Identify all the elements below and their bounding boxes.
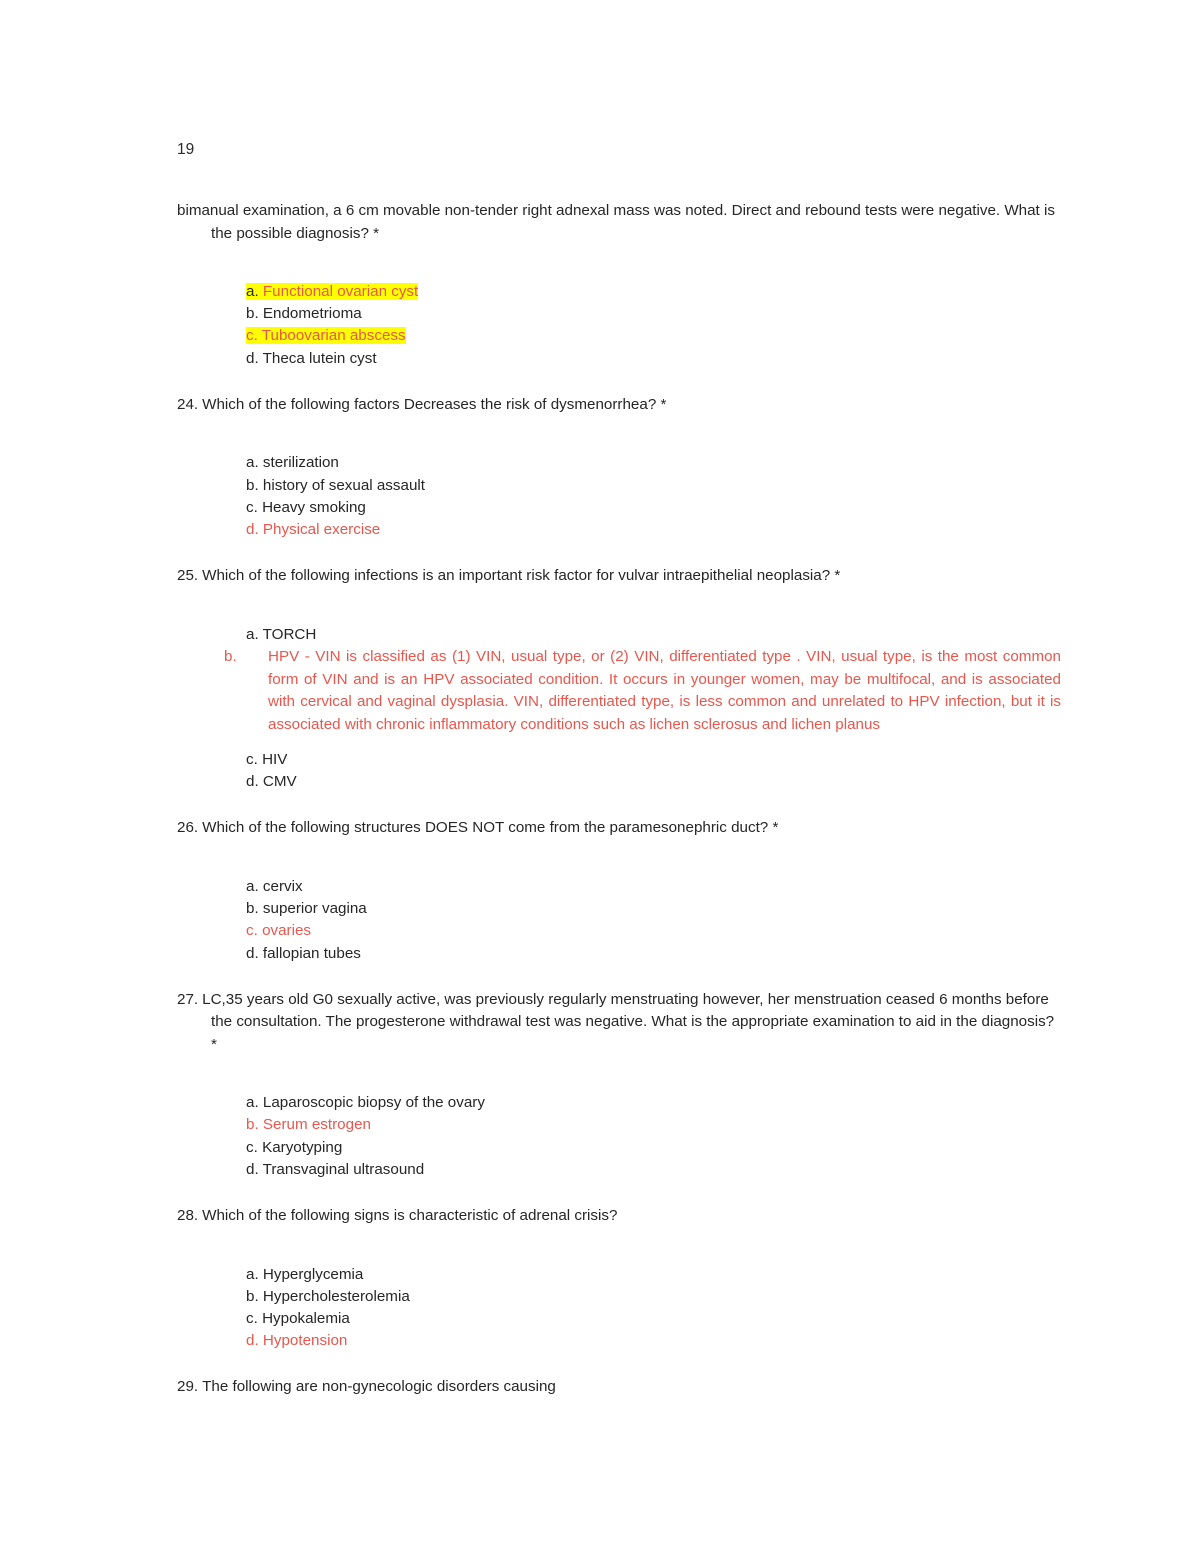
option-letter: c. xyxy=(246,751,258,769)
option-item[interactable] xyxy=(177,1308,1061,1330)
option-list xyxy=(177,1092,1061,1181)
option-label: Hypotension xyxy=(262,1332,348,1350)
option-list xyxy=(177,281,1061,370)
option-label: TORCH xyxy=(262,625,317,643)
option-letter: d. xyxy=(246,349,259,367)
option-highlight xyxy=(246,327,406,344)
option-item[interactable] xyxy=(177,281,1061,303)
question-block-continuation xyxy=(177,200,1061,370)
option-item[interactable] xyxy=(177,475,1061,497)
spacer xyxy=(177,1230,1061,1264)
option-list xyxy=(177,624,1061,794)
question-number: 26. xyxy=(177,819,199,837)
option-item[interactable] xyxy=(177,325,1061,347)
option-item[interactable] xyxy=(177,920,1061,942)
option-label: CMV xyxy=(262,773,297,791)
option-label: superior vagina xyxy=(262,900,367,918)
question-block-27 xyxy=(177,989,1061,1181)
option-label: Laparoscopic biopsy of the ovary xyxy=(262,1094,485,1112)
option-item[interactable] xyxy=(177,1159,1061,1181)
option-label: cervix xyxy=(262,877,303,895)
option-label: HPV - VIN is classified as (1) VIN, usual type, or (2) VIN, differentiated type . VIN, usual type, is the most common form of VIN and is an HPV associated condition. It occurs in younger women, may be multifocal, and is associated with cervical and vaginal dysplasia. VIN, differentiated type, is less common and unrelated to HPV infection, but it is associated with chronic inflammatory conditions such as lichen sclerosus and lichen planus xyxy=(268,647,1061,734)
option-item[interactable] xyxy=(177,1264,1061,1286)
spacer xyxy=(177,418,1061,452)
option-item[interactable] xyxy=(177,943,1061,965)
option-letter: a. xyxy=(246,454,259,472)
option-label: HIV xyxy=(262,751,288,769)
spacer xyxy=(177,793,1061,817)
option-label: Theca lutein cyst xyxy=(262,349,377,367)
option-letter: a. xyxy=(246,877,259,895)
option-label: Hyperglycemia xyxy=(262,1265,364,1283)
question-text: Which of the following factors Decreases the risk of dysmenorrhea? * xyxy=(202,395,667,413)
question-stem xyxy=(177,817,1061,840)
question-number: 28. xyxy=(177,1207,199,1225)
option-highlight xyxy=(246,283,418,300)
option-item[interactable] xyxy=(177,1137,1061,1159)
option-label: Hypercholesterolemia xyxy=(262,1287,410,1305)
option-list xyxy=(177,452,1061,541)
question-stem xyxy=(177,1205,1061,1228)
question-number: 24. xyxy=(177,395,199,413)
option-item-long[interactable] xyxy=(177,646,1061,737)
option-item[interactable] xyxy=(177,497,1061,519)
exam-content xyxy=(177,200,1061,1401)
option-item[interactable] xyxy=(177,452,1061,474)
option-item[interactable] xyxy=(177,876,1061,898)
spacer xyxy=(177,965,1061,989)
option-label: history of sexual assault xyxy=(262,476,425,494)
option-item[interactable] xyxy=(177,624,1061,646)
option-letter: d. xyxy=(246,944,259,962)
option-letter: b. xyxy=(246,476,259,494)
spacer xyxy=(177,842,1061,876)
option-letter: c. xyxy=(246,498,258,516)
option-letter: a. xyxy=(246,1265,259,1283)
option-letter: a. xyxy=(246,625,259,643)
option-label: Heavy smoking xyxy=(262,498,366,516)
spacer xyxy=(177,1352,1061,1376)
option-letter: b. xyxy=(246,305,259,323)
option-label: Endometrioma xyxy=(262,305,362,323)
spacer xyxy=(177,1058,1061,1092)
option-label: ovaries xyxy=(262,922,312,940)
question-block-29 xyxy=(177,1376,1061,1399)
option-letter: c. xyxy=(246,1138,258,1156)
question-stem xyxy=(177,565,1061,588)
option-label: Tuboovarian abscess xyxy=(261,327,406,345)
option-label: Hypokalemia xyxy=(262,1309,350,1327)
question-text: Which of the following structures DOES NOT come from the paramesonephric duct? * xyxy=(202,819,779,837)
option-list xyxy=(177,876,1061,965)
option-list xyxy=(177,1264,1061,1353)
option-label: Transvaginal ultrasound xyxy=(262,1160,425,1178)
option-label: sterilization xyxy=(262,454,339,472)
question-text: Which of the following infections is an important risk factor for vulvar intraepithelial neoplasia? * xyxy=(202,567,841,585)
option-letter: b. xyxy=(246,1116,259,1134)
option-item[interactable] xyxy=(177,1092,1061,1114)
question-stem xyxy=(177,989,1061,1057)
question-number: 29. xyxy=(177,1378,199,1396)
question-stem xyxy=(177,1376,1061,1399)
option-letter: d. xyxy=(246,773,259,791)
option-letter: d. xyxy=(246,1160,259,1178)
question-stem xyxy=(177,394,1061,417)
question-number: 27. xyxy=(177,990,199,1008)
question-number: 25. xyxy=(177,567,199,585)
option-letter: c. xyxy=(246,922,258,940)
question-block-25 xyxy=(177,565,1061,793)
option-label: Karyotyping xyxy=(262,1138,343,1156)
question-block-26 xyxy=(177,817,1061,964)
option-item[interactable] xyxy=(177,898,1061,920)
question-stem: bimanual examination, a 6 cm movable non-tender right adnexal mass was noted. Direct and rebound tests were negative. What is the possible diagnosis? * xyxy=(177,202,1055,242)
option-item[interactable] xyxy=(177,749,1061,771)
option-letter: b. xyxy=(246,1287,259,1305)
spacer xyxy=(177,541,1061,565)
option-item[interactable] xyxy=(177,348,1061,370)
spacer xyxy=(177,247,1061,281)
option-letter: c. xyxy=(246,1309,258,1327)
option-item[interactable] xyxy=(177,1114,1061,1136)
option-letter: d. xyxy=(246,520,259,538)
spacer xyxy=(177,370,1061,394)
option-item[interactable] xyxy=(177,1286,1061,1308)
spacer xyxy=(177,590,1061,624)
spacer xyxy=(177,1181,1061,1205)
question-text: The following are non-gynecologic disorders causing xyxy=(202,1378,556,1396)
option-label: Functional ovarian cyst xyxy=(262,283,419,300)
option-letter: c. xyxy=(246,327,258,345)
spacer xyxy=(177,737,1061,749)
option-letter: a. xyxy=(246,283,259,300)
page-number: 19 xyxy=(177,141,195,158)
option-item[interactable] xyxy=(177,519,1061,541)
option-label: Serum estrogen xyxy=(262,1116,371,1134)
option-item[interactable] xyxy=(177,303,1061,325)
question-block-28 xyxy=(177,1205,1061,1352)
option-letter: a. xyxy=(246,1094,259,1112)
option-item[interactable] xyxy=(177,1330,1061,1352)
option-letter: d. xyxy=(246,1332,259,1350)
question-text: LC,35 years old G0 sexually active, was previously regularly menstruating however, her menstruation ceased 6 months before the consultation. The progesterone withdrawal test was negative. What is the appropriate examination to aid in the diagnosis? * xyxy=(202,990,1055,1053)
question-text: Which of the following signs is characteristic of adrenal crisis? xyxy=(202,1207,618,1225)
option-letter: b. xyxy=(224,647,237,665)
question-block-24 xyxy=(177,394,1061,541)
option-label: fallopian tubes xyxy=(262,944,361,962)
option-label: Physical exercise xyxy=(262,520,381,538)
option-item[interactable] xyxy=(177,771,1061,793)
option-letter: b. xyxy=(246,900,259,918)
